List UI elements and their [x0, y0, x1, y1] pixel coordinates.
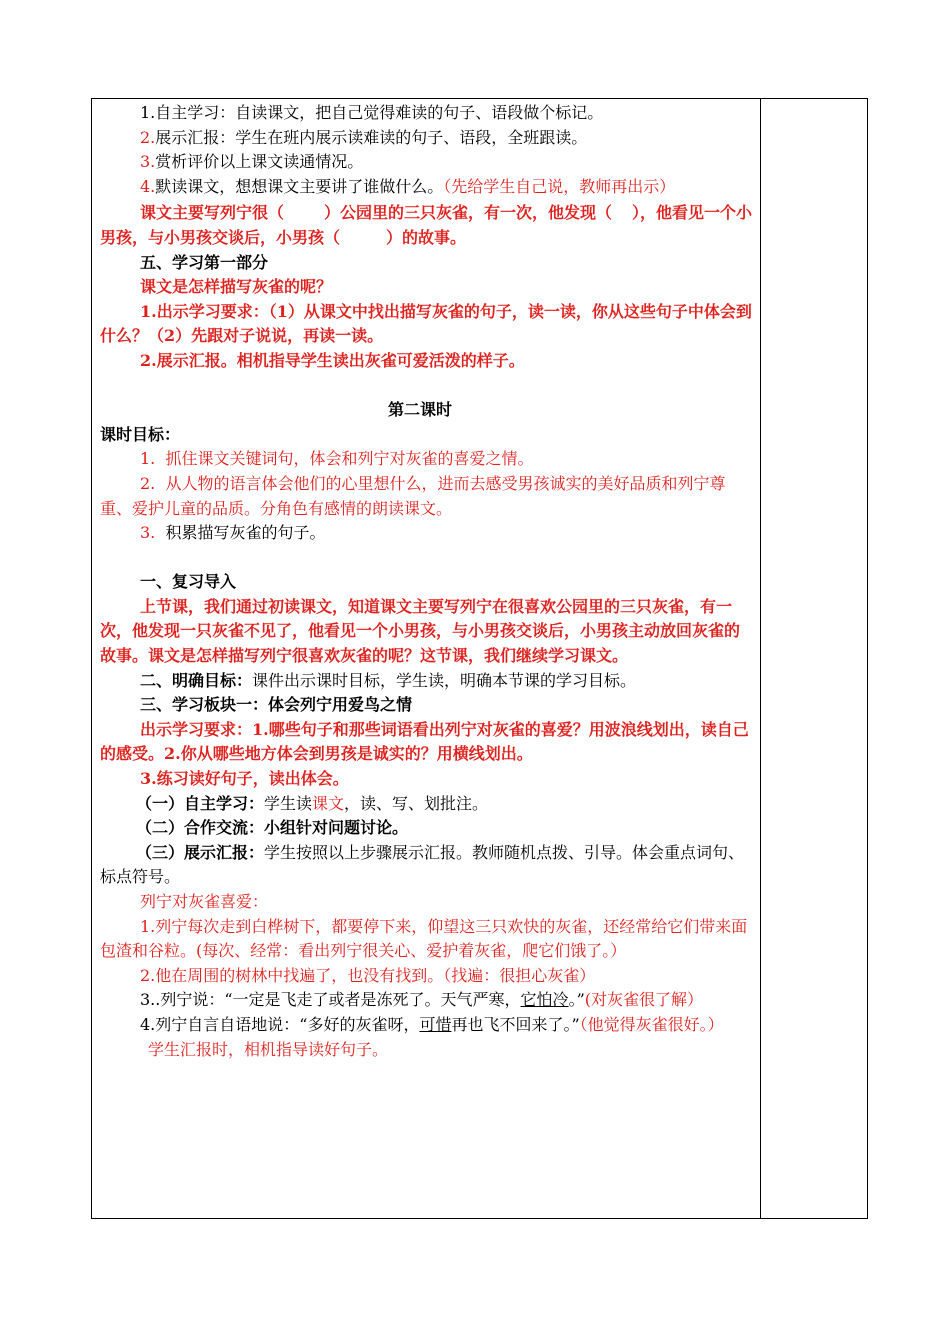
- example-1: 1.列宁每次走到白桦树下，都要停下来，仰望这三只欢快的灰雀，还经常给它们带来面包渣和谷粒。(每次、经常：看出列宁很关心、爱护着灰雀，爬它们饿了。）: [100, 916, 748, 961]
- example-3: 3..列宁说：“一定是飞走了或者是冻死了。天气严寒，它怕冷。”(对灰雀很了解）: [140, 990, 703, 1010]
- lesson-content: [100, 99, 754, 1062]
- step-2: 2.展示汇报：学生在班内展示读难读的句子、语段，全班跟读。: [140, 127, 588, 147]
- section-5-question: 课文是怎样描写灰雀的呢？: [140, 277, 333, 297]
- example-2: 2.他在周围的树林中找遍了，也没有找到。（找遍：很担心灰雀）: [140, 965, 596, 985]
- step-1: 1.自主学习：自读课文，把自己觉得难读的句子、语段做个标记。: [140, 103, 604, 122]
- requirement-1: 1.出示学习要求：（1）从课文中找出描写灰雀的句子，读一读，你从这些句子中体会到什么？（2）先跟对子说说，再读一读。: [100, 301, 752, 346]
- closing-note: 学生汇报时，相机指导读好句子。: [148, 1039, 389, 1059]
- step-4: 4.默读课文，想想课文主要讲了谁做什么。（先给学生自己说，教师再出示）: [140, 176, 676, 196]
- learning-task: 出示学习要求：1.哪些句子和那些词语看出列宁对灰雀的喜爱？用波浪线划出，读自己的感受。2.你从哪些地方体会到男孩是诚实的？用横线划出。: [100, 719, 749, 764]
- activity-2: （二）合作交流：小组针对问题讨论。: [136, 818, 409, 838]
- requirement-2: 2.展示汇报。相机指导学生读出灰雀可爱活泼的样子。: [140, 350, 525, 370]
- love-title: 列宁对灰雀喜爱：: [140, 892, 269, 911]
- summary-fill-blank: 课文主要写列宁很（ ）公园里的三只灰雀，有一次，他发现（ ），他看见一个小男孩，与小男孩交谈后，小男孩（ ）的故事。: [100, 203, 753, 247]
- example-4: 4.列宁自言自语地说：“多好的灰雀呀，可惜再也飞不回来了。”（他觉得灰雀很好。）: [140, 1014, 724, 1034]
- activity-1: （一）自主学习：学生读课文，读、写、划批注。: [136, 793, 489, 813]
- activity-3: （三）展示汇报：学生按照以上步骤展示汇报。教师随机点拨、引导。体会重点词句、标点符号。: [100, 842, 745, 887]
- section-5-heading: 五、学习第一部分: [140, 252, 269, 272]
- learning-task-3: 3.练习读好句子，读出体会。: [140, 769, 349, 789]
- lesson-2-title: 第二课时: [387, 400, 452, 420]
- goals-title: 课时目标：: [100, 424, 181, 444]
- goal-3: 3. 积累描写灰雀的句子。: [140, 523, 326, 543]
- section-1-heading: 一、复习导入: [140, 572, 237, 592]
- goal-2: 2. 从人物的语言体会他们的心里想什么，进而去感受男孩诚实的美好品质和列宁尊重、爱护儿童的品质。分角色有感情的朗读课文。: [100, 473, 726, 518]
- lesson-plan-table: [91, 98, 868, 1219]
- goal-1: 1. 抓住课文关键词句，体会和列宁对灰雀的喜爱之情。: [140, 449, 534, 469]
- section-2: 二、明确目标：课件出示课时目标，学生读，明确本节课的学习目标。: [140, 670, 637, 690]
- column-divider: [760, 99, 761, 1218]
- review-intro: 上节课，我们通过初读课文，知道课文主要写列宁在很喜欢公园里的三只灰雀，有一次，他发现一只灰雀不见了，他看见一个小男孩，与小男孩交谈后，小男孩主动放回灰雀的故事。课文是怎样描写列宁很喜欢灰雀的呢？这节课，我们继续学习课文。: [100, 596, 741, 666]
- section-3-heading: 三、学习板块一：体会列宁用爱鸟之情: [140, 695, 413, 715]
- step-3: 3.赏析评价以上课文读通情况。: [140, 152, 364, 172]
